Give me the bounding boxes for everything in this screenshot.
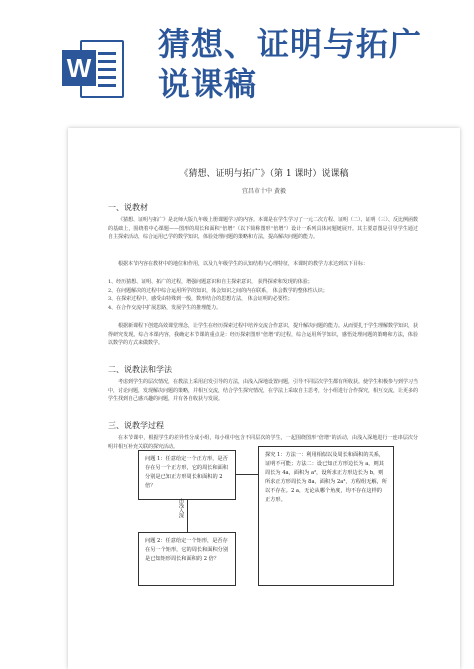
section-heading-3: 三、说教学过程 [108,421,164,430]
section-heading-1: 一、说教材 [108,203,148,212]
paragraph-4: 考虑到学生的层次情况，在教法上采用启发引导的方法，由浅入深地设置问题，引导不同层次学生都有所收获。使学生积极参与到学习当中，讨论问题，发现解决问题的策略，并相互交流，结合学生探究情况，在学法上采取自主思考，分小组进行合作探究，相互交流，让更多的学生找到自己感兴趣的问题，并有各自收获与发展。 [108,379,419,403]
paragraph-1: 《猜想、证明与拓广》是北师大版九年级上册课题学习的内容。本课是在学生学习了一元二次方程、证明（二）、证明（三）、反比例函数的基础上，围绕着中心课题——图形的周长和面积“倍增”（以下简称图形“倍增”）设计一系列具体问题链展开。其主要意图是引导学生通过自主探索活动，综合运用已学的数学知识，体验处理问题的策略和方法，提高解决问题的能力。 [108,217,419,241]
goal-item: 2、在问题解决的过程中综合运用所学的知识，体会知识之间的内在联系， 体会数学的整体性认识； [108,287,328,294]
document-title: 《猜想、证明与拓广》（第 1 课时）说课稿 [179,169,349,179]
document-author: 宜昌市十中 黄毅 [242,188,286,195]
document-title-banner [158,24,458,104]
goal-item: 4、在合作交流中扩展思路，发展学生的推理能力。 [108,305,222,312]
header-banner [0,0,474,120]
problem-box-2: 问题 2：任意给定一个矩形，是否存在另一个矩形，它的周长和面积分别是已知矩形周长和面积的 2 倍？ [138,532,236,586]
goal-item: 1、经历猜想、证明、拓广的过程，增强问题意识和自主探索意识， 获得探索和发现的体验； [108,279,313,285]
document-page-preview[interactable] [68,128,460,669]
arrow-down-line [187,500,188,532]
word-icon-letter: W [62,50,96,86]
goal-item: 3、在探索过程中，感受由特殊到一般，数形结合的思想方法， 体会证明的必要性； [108,296,293,303]
title-line-2: 说课稿 [158,65,258,103]
section-heading-2: 二、说教法和学法 [108,365,172,374]
paragraph-3: 根据新课程下创建高效课堂理念，让学生在经历探索过程中培养交流合作意识，提升解决问题的能力。从而要扎于学生理解数学知识，获得研究发现。综合本课内容，我确定本节课的重点是：经历探索图形“倍增”的过程，综合运用所学知识，感悟处理问题的策略和方法，体验以数学的方式来做数学。 [108,323,419,347]
title-line-1: 猜想、证明与拓广 [158,25,423,63]
paragraph-2: 根据本节内容在教材中的地位和作用，以及九年级学生的认知结构与心理特征，本课时的教学力求达到以下目标： [118,261,369,267]
goals-list [108,278,418,313]
arrow-right-line [236,474,258,475]
exploration-box-1: 探究 1：方法一：利用相似以及周长和面积的关系，证明不可能；方法二：设已知正方形边长为 a，则其周长为 4a，面积为 a²，设所求正方形边长为 b，则所求正方形周长为 8a，面积为 2a²，方程组无解，所以不存在。2 a，无论从哪个角度，均不存在这样的正方形。 [258,446,394,586]
arrow-label: 由浅入深 [178,498,184,518]
paragraph-5: 在本节课中，根据学生的差异性分成小组，每小组中包含不同层次的学生，一起围绕图形“倍增”的活动，由浅入深地进行一连串层次分明并相互补充关联的探究活动。 [108,435,418,450]
problem-box-1: 问题 1：任意给定一个正方形，是否存在另一个正方形，它的周长和面积分别是已知正方形周长和面积的 2 倍？ [138,450,236,500]
word-document-icon [62,36,122,98]
